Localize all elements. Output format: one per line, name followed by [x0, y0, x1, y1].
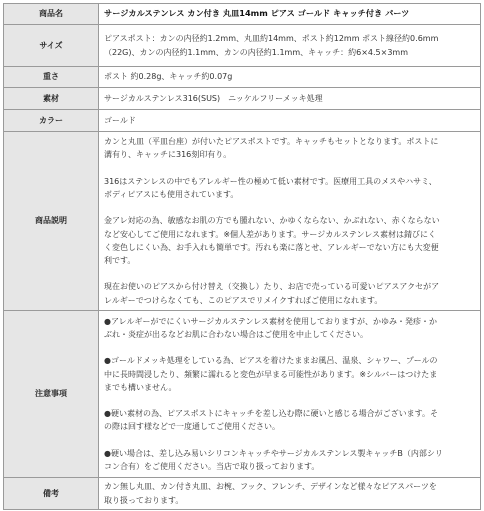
spec-label-color: カラー	[4, 110, 99, 132]
spec-row-notes	[4, 311, 481, 478]
spec-value-size: ピアスポスト：カンの内径約1.2mm、丸皿約14mm、ポスト約12mm ポスト線径約0.6mm （22G)、カンの内径約1.1mm、カンの内径約1.1mm、キャッチ：約6×4.5×3mm	[99, 25, 481, 67]
spec-value-notes	[99, 311, 481, 478]
spec-value-material: サージカルステンレス316(SUS) ニッケルフリーメッキ処理	[99, 88, 481, 110]
spec-value-product-name: サージカルステンレス カン付き 丸皿14mm ピアス ゴールド キャッチ付き パーツ	[99, 4, 481, 25]
description-paragraph-3: 金アレ対応の為、敏感なお肌の方でも腫れない、かゆくならない、かぶれない、赤くならない など安心してご使用になれます。※個人差があります。サージカルステンレス素材は錆びにく く変色しにくい為、お手入れも簡単です。汚れも楽に落とせ、アレルギーでない方にも大変便 利です。	[104, 216, 440, 266]
spec-row-product-name	[4, 4, 481, 25]
spec-row-remarks	[4, 478, 481, 510]
spec-label-weight: 重さ	[4, 67, 99, 88]
spec-value-description	[99, 132, 481, 311]
product-spec-table	[3, 3, 481, 510]
spec-value-color: ゴールド	[99, 110, 481, 132]
notes-paragraph-2: ●ゴールドメッキ処理をしている為、ピアスを着けたままお風呂、温泉、シャワー、プールの 中に長時間浸したり、頻繁に濡れると変色が早まる可能性があります。※シルバーはつけたま までも構いません。	[104, 356, 438, 392]
spec-label-notes: 注意事項	[4, 311, 99, 478]
spec-label-size: サイズ	[4, 25, 99, 67]
notes-paragraph-3: ●硬い素材の為、ピアスポストにキャッチを差し込む際に硬いと感じる場合がございます。そ の際は回す様などで一度通してご使用ください。	[104, 409, 439, 432]
spec-label-description: 商品説明	[4, 132, 99, 311]
notes-paragraph-4: ●硬い場合は、差し込み易いシリコンキャッチやサージカルステンレス製キャッチB（内部シリ コン合有）をご使用ください。当店で取り扱っております。	[104, 448, 443, 472]
spec-row-size	[4, 25, 481, 67]
spec-label-product-name: 商品名	[4, 4, 99, 25]
description-paragraph-2: 316はステンレスの中でもアレルギー性の極めて低い素材です。医療用工具のメスやハサミ、 ボディピアスにも使用されています。	[104, 176, 437, 199]
spec-row-weight	[4, 67, 481, 88]
spec-row-material	[4, 88, 481, 110]
spec-label-material: 素材	[4, 88, 99, 110]
description-paragraph-4: 現在お使いのピアスから付け替え（交換し）たり、お店で売っている可愛いピアスアクセがア レルギーでつけらなくても、このピアスでリメイクすればご使用になれます。	[104, 282, 440, 305]
notes-paragraph-1: ●アレルギーがでにくいサージカルステンレス素材を使用しておりますが、かゆみ・発疹・か ぶれ・炎症が出るなどお肌に合わない場合はご使用を中止してください。	[104, 316, 438, 339]
spec-label-remarks: 備考	[4, 478, 99, 510]
spec-row-color	[4, 110, 481, 132]
spec-value-weight: ポスト 約0.28g、キャッチ約0.07g	[99, 67, 481, 88]
description-paragraph-1: カンと丸皿（平皿台座）が付いたピアスポストです。キャッチもセットとなります。ポストに 溝有り、キャッチに316刻印有り。	[104, 137, 439, 160]
spec-row-description	[4, 132, 481, 311]
spec-value-remarks: カン無し丸皿、カン付き丸皿、お椀、フック、フレンチ、デザインなど様々なピアスパーツを 取り扱っております。	[99, 478, 481, 510]
